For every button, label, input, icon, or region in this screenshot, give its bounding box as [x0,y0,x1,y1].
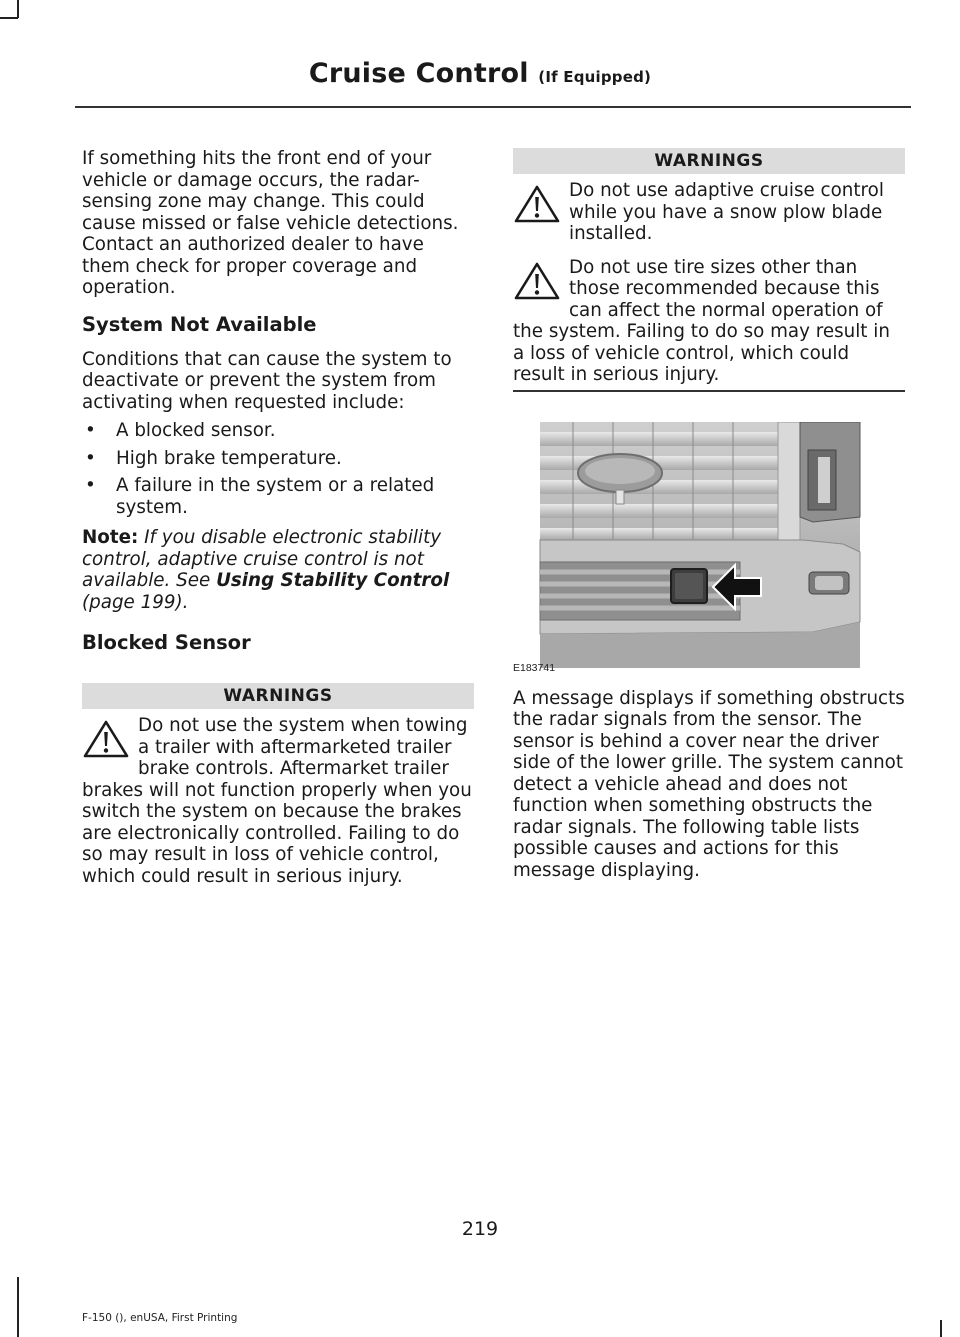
right-column [513,148,905,881]
chapter-title: Cruise Control [308,58,529,89]
figure-id: E183741 [513,661,556,674]
conditions-paragraph: Conditions that can cause the system to deactivate or prevent the system from activating when requested include: [82,348,452,413]
note-page: (page 199). [82,591,189,613]
list-item: • High brake temperature. [85,447,342,469]
crop-mark [940,1320,942,1337]
crop-mark [17,1277,19,1337]
list-item: • A blocked sensor. [85,420,276,441]
warning-block [82,715,474,887]
warning-triangle-icon [82,719,130,759]
intro-paragraph: If something hits the front end of your vehicle or damage occurs, the radar-sensing zone may change. This could cause missed or false vehicle detections. Contact an authorized dealer to have them check for proper coverage and operation. [82,148,459,298]
page-number: 219 [461,1218,499,1240]
crop-mark [17,0,19,18]
warning-triangle-icon [513,261,561,301]
header-rule [75,106,911,108]
footer-text: F-150 (), enUSA, First Printing [82,1312,238,1324]
heading-blocked-sensor: Blocked Sensor [82,631,251,654]
warning-block [513,180,905,245]
warning-text: Do not use the system when towing a trailer with aftermarketed trailer brake controls. Aftermarket trailer brakes will not function properly when you switch the system on because the brakes are electronically controlled. Failing to do so may result in loss of vehicle control, which could result in serious injury. [82,715,472,887]
warning-text: Do not use adaptive cruise control while you have a snow plow blade installed. [569,180,884,244]
warnings-end-rule [513,390,905,392]
left-column [82,148,474,899]
list-item: • A failure in the system or a related system. [85,475,435,518]
chapter-subtitle: (If Equipped) [538,68,652,86]
note-paragraph [82,527,474,613]
radar-sensor-figure [513,422,905,674]
warning-block [513,257,905,386]
heading-system-not-available: System Not Available [82,312,317,336]
page-title [0,58,960,89]
note-text: If you disable electronic stability control, adaptive cruise control is not available. See [82,527,442,591]
conditions-list [82,420,474,518]
note-label: Note: [82,527,139,548]
warning-triangle-icon [513,184,561,224]
grille-illustration [513,422,905,674]
note-reference-link[interactable]: Using Stability Control [216,570,450,591]
warnings-heading: WARNINGS [513,148,905,174]
sensor-description-paragraph: A message displays if something obstructs the radar signals from the sensor. The sensor is behind a cover near the driver side of the lower grille. The system cannot detect a vehicle ahead and does not function when something obstructs the radar signals. The following table lists possible causes and actions for this message displaying. [513,687,905,881]
warnings-heading: WARNINGS [82,683,474,709]
warning-text: Do not use tire sizes other than those recommended because this can affect the normal operation of the system. Failing to do so may result in a loss of vehicle control, which could result in serious injury. [513,256,890,385]
crop-mark [0,17,18,19]
